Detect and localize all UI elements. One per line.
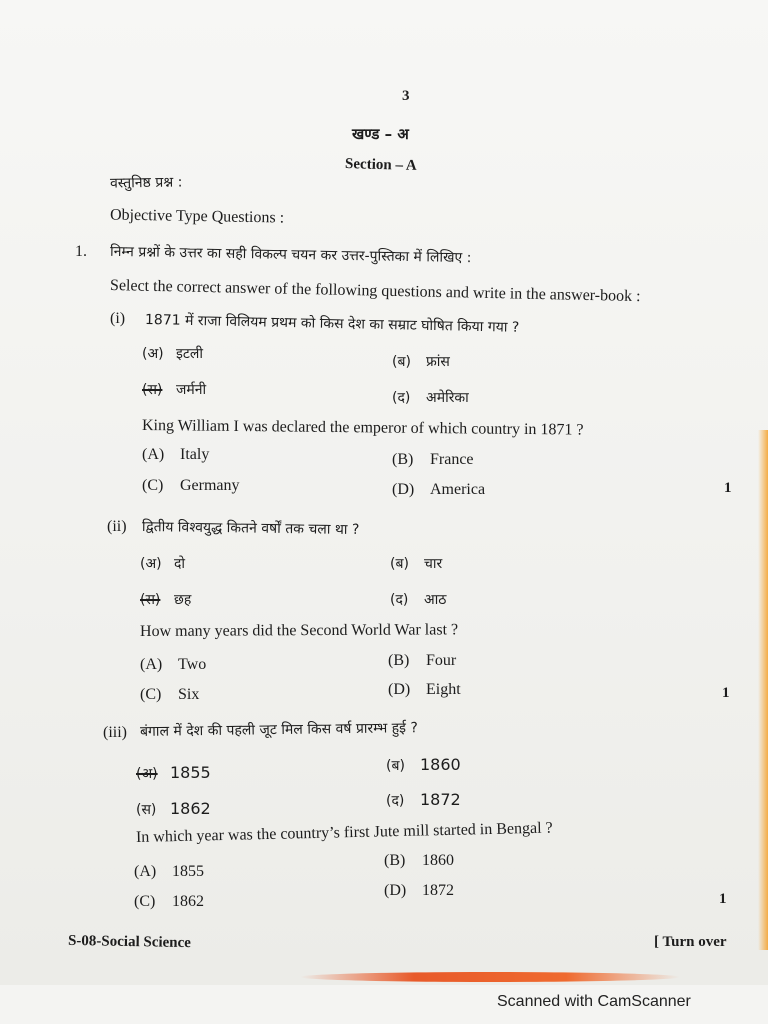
page-bottom-edge — [300, 972, 680, 982]
objective-heading-hindi: वस्तुनिष्ठ प्रश्न : — [109, 174, 183, 192]
option-hindi-d: (द) 1872 — [386, 790, 461, 809]
option-hindi-a: (अ) इटली — [142, 346, 204, 362]
page-number: 3 — [402, 88, 410, 104]
option-english-c: (C) Six — [140, 686, 200, 703]
option-hindi-c: (स) छह — [140, 592, 192, 608]
option-hindi-a: (अ) दो — [140, 556, 186, 572]
option-english-c: (C) 1862 — [134, 893, 204, 910]
marks: 1 — [724, 480, 732, 496]
section-title-hindi: खण्ड – अ — [352, 125, 409, 143]
option-hindi-b: (ब) चार — [390, 556, 443, 572]
page-edge-shadow — [758, 430, 768, 950]
question-text-english: King William I was declared the emperor of which country in 1871 ? — [141, 417, 584, 439]
option-english-b: (B) France — [392, 451, 474, 468]
option-english-b: (B) 1860 — [384, 852, 454, 869]
option-english-a: (A) Two — [140, 656, 207, 673]
option-hindi-d: (द) आठ — [390, 592, 447, 608]
option-english-a: (A) 1855 — [134, 863, 204, 880]
question-number: 1. — [75, 243, 87, 260]
option-hindi-a: (अ) 1855 — [136, 763, 211, 782]
turn-over-note: [ Turn over — [654, 934, 727, 950]
option-hindi-c: (स) जर्मनी — [142, 382, 207, 398]
option-english-c: (C) Germany — [142, 477, 240, 494]
question-text-hindi: 1871 में राजा विलियम प्रथम को किस देश का सम्राट घोषित किया गया ? — [144, 312, 520, 336]
part-label: (iii) — [103, 724, 127, 741]
question-text-hindi: बंगाल में देश की पहली जूट मिल किस वर्ष प्रारम्भ हुई ? — [139, 720, 418, 740]
option-english-d: (D) Eight — [388, 681, 461, 698]
instruction-english: Select the correct answer of the following questions and write in the answer-book : — [109, 277, 641, 306]
marks: 1 — [722, 685, 730, 701]
marks: 1 — [719, 891, 727, 907]
option-english-b: (B) Four — [388, 652, 457, 669]
question-text-english: How many years did the Second World War last ? — [139, 621, 459, 640]
option-english-a: (A) Italy — [142, 446, 210, 463]
part-label: (ii) — [107, 518, 127, 535]
section-title-english: Section – A — [344, 156, 417, 174]
question-text-english: In which year was the country’s first Jute mill started in Bengal ? — [135, 819, 553, 846]
option-hindi-d: (द) अमेरिका — [392, 390, 469, 406]
option-english-d: (D) America — [392, 481, 486, 498]
instruction-hindi: निम्न प्रश्नों के उत्तर का सही विकल्प चयन कर उत्तर-पुस्तिका में लिखिए : — [109, 243, 472, 267]
option-hindi-b: (ब) फ्रांस — [392, 354, 450, 370]
objective-heading-english: Objective Type Questions : — [109, 206, 285, 227]
camscanner-watermark: Scanned with CamScanner — [497, 993, 691, 1010]
question-text-hindi: द्वितीय विश्वयुद्ध कितने वर्षों तक चला था ? — [141, 519, 360, 539]
option-hindi-c: (स) 1862 — [136, 799, 211, 818]
part-label: (i) — [110, 310, 126, 327]
paper-code: S-08-Social Science — [67, 932, 192, 952]
option-hindi-b: (ब) 1860 — [386, 755, 461, 774]
option-english-d: (D) 1872 — [384, 882, 454, 899]
